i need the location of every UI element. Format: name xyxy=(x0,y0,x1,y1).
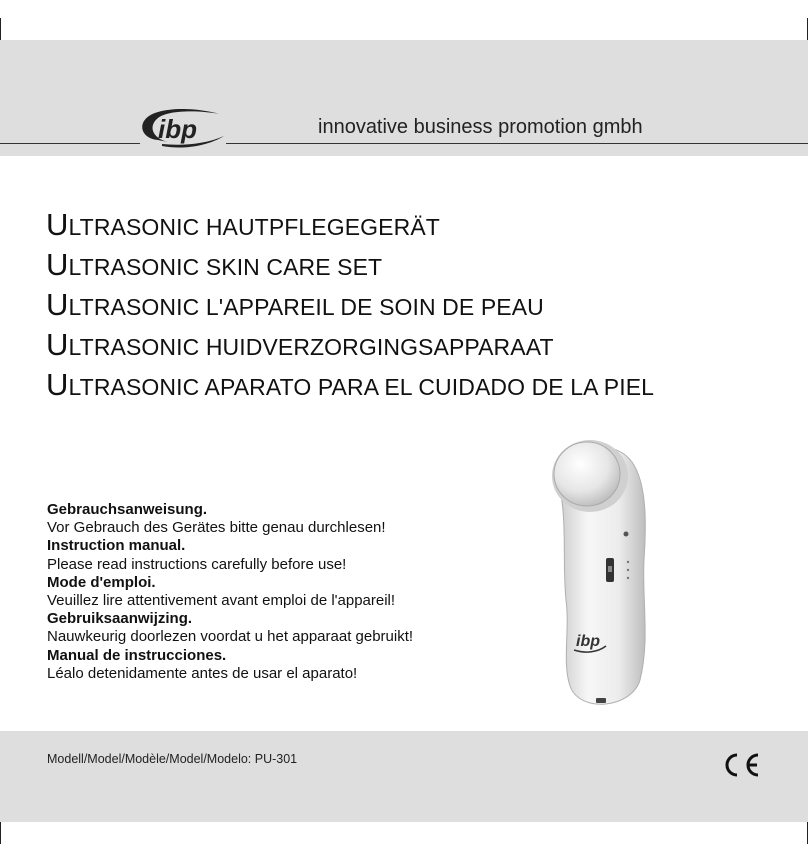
instructions-block xyxy=(47,501,413,683)
footer-band xyxy=(0,731,808,822)
title-initial: U xyxy=(46,287,69,322)
title-line-fr xyxy=(46,286,654,326)
title-rest: LTRASONIC APARATO PARA EL CUIDADO DE LA PIEL xyxy=(68,374,655,400)
title-initial: U xyxy=(46,247,69,282)
logo-text: ibp xyxy=(158,114,197,144)
device-logo-text: ibp xyxy=(576,633,600,650)
title-initial: U xyxy=(46,207,69,242)
title-initial: U xyxy=(46,367,69,402)
title-rest: LTRASONIC HUIDVERZORGINGSAPPARAAT xyxy=(68,334,554,360)
title-rest: LTRASONIC HAUTPFLEGEGERÄT xyxy=(68,214,440,240)
instruction-text: Please read instructions carefully before use! xyxy=(47,555,347,573)
title-line-es xyxy=(46,366,654,406)
header-rule-right xyxy=(226,143,808,144)
title-line-en xyxy=(46,246,654,286)
instruction-heading: Gebruiksaanwijzing. xyxy=(47,610,193,628)
ibp-logo xyxy=(128,100,228,152)
instruction-heading: Instruction manual. xyxy=(47,537,186,555)
crop-mark-bottom-left xyxy=(0,822,1,844)
title-block xyxy=(46,206,654,406)
title-initial: U xyxy=(46,327,69,362)
device-image xyxy=(540,440,690,712)
title-line-de xyxy=(46,206,654,246)
crop-mark-top-left xyxy=(0,18,1,40)
model-number: Modell/Model/Modèle/Model/Modelo: PU-301 xyxy=(47,752,298,766)
title-line-nl xyxy=(46,326,654,366)
instruction-text: Nauwkeurig doorlezen voordat u het apparaat gebruikt! xyxy=(47,628,414,646)
header-rule-left xyxy=(0,143,140,144)
instruction-text: Veuillez lire attentivement avant emploi de l'appareil! xyxy=(47,592,396,610)
instruction-text: Vor Gebrauch des Gerätes bitte genau durchlesen! xyxy=(47,519,386,537)
instruction-heading: Gebrauchsanweisung. xyxy=(47,501,208,518)
title-rest: LTRASONIC L'APPAREIL DE SOIN DE PEAU xyxy=(68,294,544,320)
instruction-heading: Manual de instrucciones. xyxy=(47,646,227,664)
ce-mark-icon xyxy=(720,752,762,778)
instruction-heading: Mode d'emploi. xyxy=(47,573,156,591)
title-rest: LTRASONIC SKIN CARE SET xyxy=(68,254,383,280)
instruction-text: Léalo detenidamente antes de usar el aparato! xyxy=(47,664,358,682)
company-name: innovative business promotion gmbh xyxy=(318,116,643,138)
